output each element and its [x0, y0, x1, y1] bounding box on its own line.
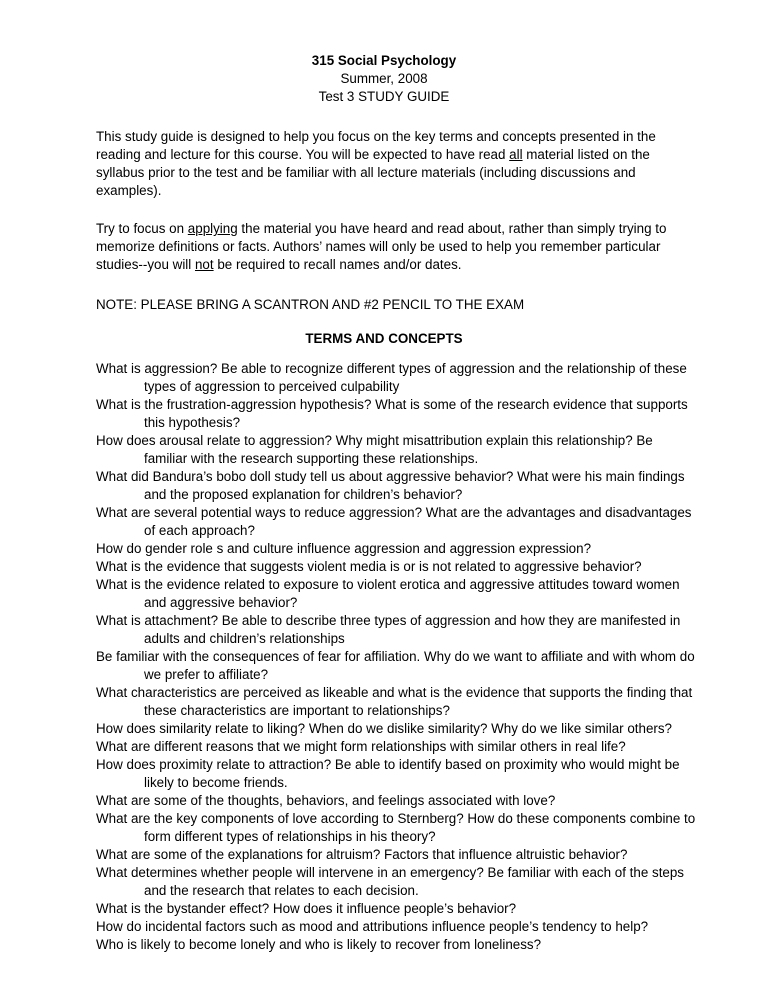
- term: Summer, 2008: [340, 71, 428, 86]
- list-item: How does proximity relate to attraction? Be able to identify based on proximity who would might be likely to become friends.: [96, 757, 680, 790]
- list-item: What is the frustration-aggression hypothesis? What is some of the research evidence that supports this hypothesis?: [96, 397, 688, 430]
- intro-text: material listed on the syllabus prior to the test and be familiar with all lecture materials (including discussions and examples).: [96, 147, 650, 198]
- list-item: Be familiar with the consequences of fear for affiliation. Why do we want to affiliate and with whom do we prefer to affiliate?: [96, 649, 695, 682]
- list-item: What are different reasons that we might form relationships with similar others in real life?: [96, 739, 626, 754]
- document-header: [0, 52, 768, 106]
- list-item: What is attachment? Be able to describe three types of aggression and how they are manifested in adults and children’s relationships: [96, 613, 681, 646]
- intro-paragraph-1: [96, 128, 696, 200]
- list-item: What is the evidence related to exposure to violent erotica and aggressive attitudes toward women and aggressive behavior?: [96, 577, 680, 610]
- exam-note: NOTE: PLEASE BRING A SCANTRON AND #2 PENCIL TO THE EXAM: [96, 297, 525, 312]
- list-item: How does similarity relate to liking? When do we dislike similarity? Why do we like similar others?: [96, 721, 673, 736]
- intro-text: This study guide is designed to help you focus on the key terms and concepts presented in the reading and lecture for this course. You will be expected to have read: [96, 129, 656, 162]
- list-item: What is the evidence that suggests violent media is or is not related to aggressive behavior?: [96, 559, 642, 574]
- list-item: What are the key components of love according to Sternberg? How do these components combine to form different types of relationships in his theory?: [96, 811, 696, 844]
- intro-text: be required to recall names and/or dates.: [213, 257, 462, 272]
- intro-text: the material you have heard and read about, rather than simply trying to memorize definitions or facts. Authors’ names will only be used to help you remember particular studies--you will: [96, 221, 667, 272]
- list-item: What are some of the thoughts, behaviors, and feelings associated with love?: [96, 793, 556, 808]
- section-title: TERMS AND CONCEPTS: [305, 331, 463, 346]
- list-item: What is aggression? Be able to recognize different types of aggression and the relationship of these types of aggression to perceived culpability: [96, 361, 687, 394]
- intro-text: Try to focus on: [96, 221, 188, 236]
- list-item: How do gender role s and culture influence aggression and aggression expression?: [96, 541, 592, 556]
- list-item: What did Bandura’s bobo doll study tell us about aggressive behavior? What were his main findings and the proposed explanation for children’s behavior?: [96, 469, 685, 502]
- list-item: Who is likely to become lonely and who is likely to recover from loneliness?: [96, 937, 542, 952]
- list-item: How does arousal relate to aggression? Why might misattribution explain this relationship? Be familiar with the research supporting these relationships.: [96, 433, 653, 466]
- list-item: What are several potential ways to reduce aggression? What are the advantages and disadvantages of each approach?: [96, 505, 692, 538]
- list-item: What determines whether people will intervene in an emergency? Be familiar with each of the steps and the research that relates to each decision.: [96, 865, 685, 898]
- emphasis-not: not: [194, 257, 214, 272]
- list-item: What is the bystander effect? How does it influence people’s behavior?: [96, 901, 517, 916]
- list-item: What characteristics are perceived as likeable and what is the evidence that supports the finding that these characteristics are important to relationships?: [96, 685, 693, 718]
- guide-title: Test 3 STUDY GUIDE: [318, 89, 450, 104]
- list-item: How do incidental factors such as mood and attributions influence people’s tendency to help?: [96, 919, 649, 934]
- intro-paragraph-2: [96, 220, 696, 274]
- question-list: [96, 360, 696, 954]
- list-item: What are some of the explanations for altruism? Factors that influence altruistic behavior?: [96, 847, 628, 862]
- emphasis-all: all: [509, 147, 523, 162]
- course-title: 315 Social Psychology: [311, 53, 457, 68]
- emphasis-applying: applying: [187, 221, 238, 236]
